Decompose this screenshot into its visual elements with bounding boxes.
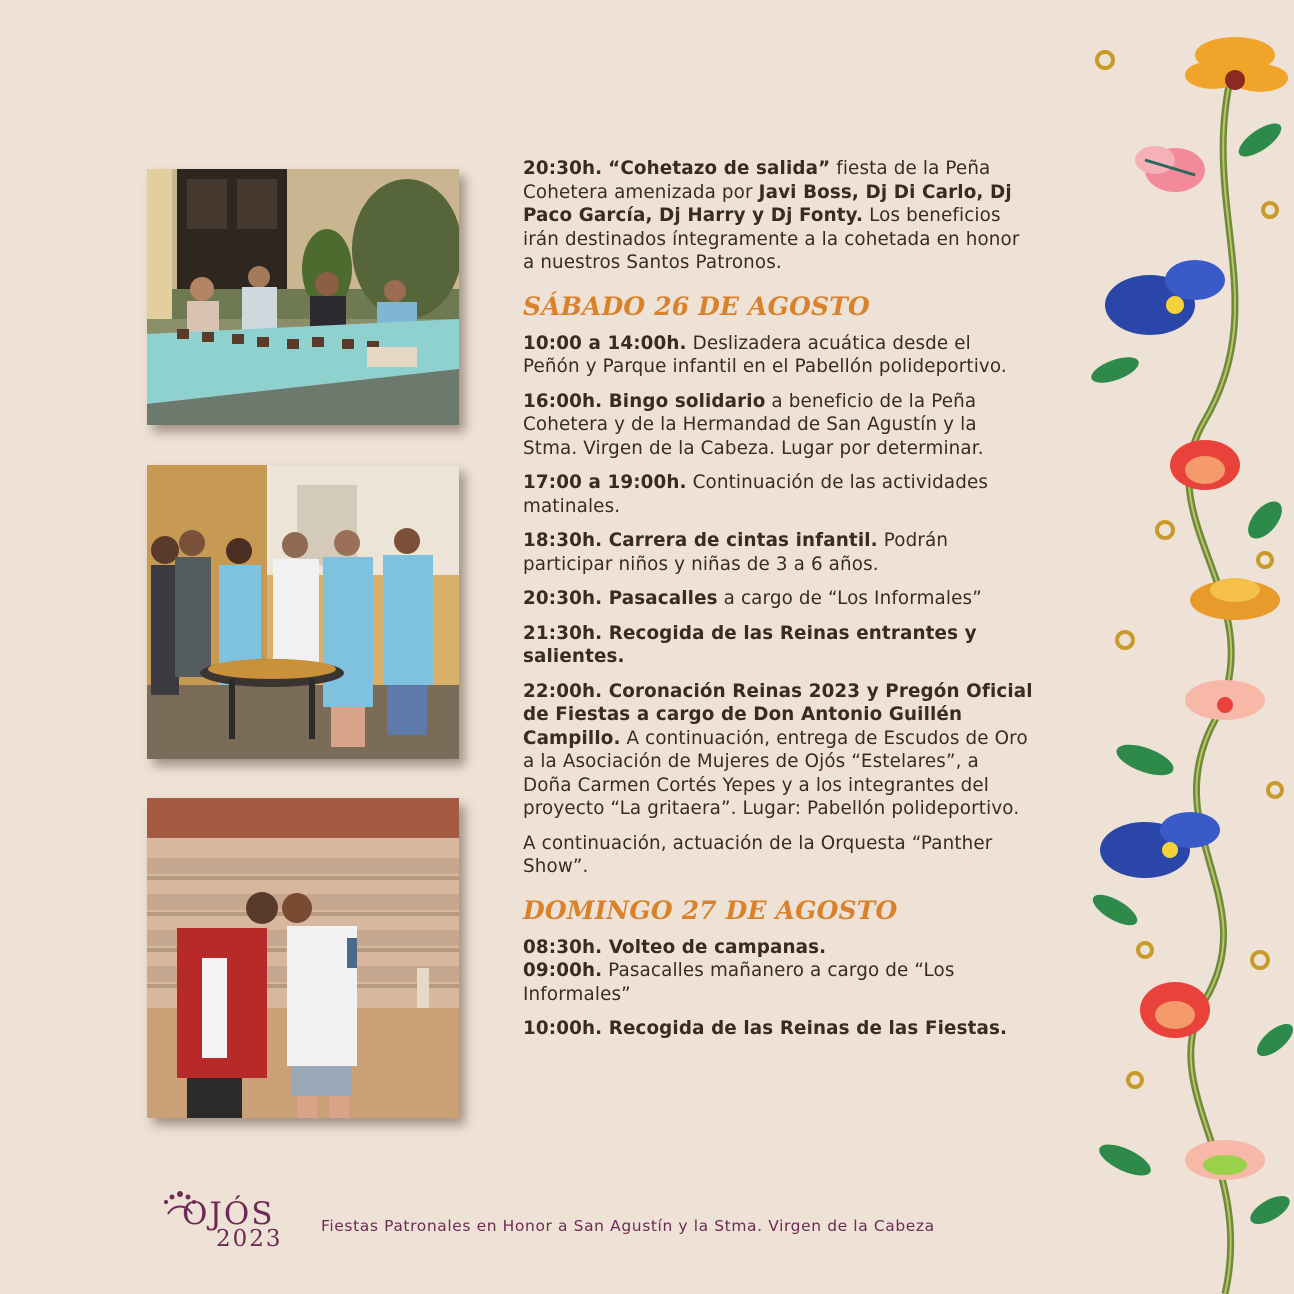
floral-border-decoration — [1085, 0, 1294, 1294]
event-bold: 10:00h. Recogida de las Reinas de las Fiestas. — [523, 1018, 1008, 1039]
event-bold: 17:00 a 19:00h. — [523, 472, 687, 493]
event-text: Deslizadera acuática desde el Peñón y Parque infantil en el Pabellón polideportivo. — [523, 332, 1007, 377]
event-item — [523, 959, 1033, 1006]
intro-text2: Los beneficios irán destinados íntegramente a la cohetada en honor a nuestros Santos Patronos. — [523, 205, 1020, 273]
event-bold: 09:00h. — [523, 960, 603, 981]
event-item — [523, 832, 1033, 879]
sunday-heading: DOMINGO 27 DE AGOSTO — [523, 895, 898, 925]
intro-djs: Javi Boss, Dj Di Carlo, Dj Paco García, Dj Harry y Dj Fonty. — [523, 181, 1012, 226]
flower-pink-icon — [1185, 680, 1265, 720]
photo-group-paella — [147, 465, 459, 759]
event-item — [523, 587, 1033, 611]
event-bold: 08:30h. Volteo de campanas. — [523, 936, 827, 958]
event-text: Pasacalles mañanero a cargo de “Los Informales” — [523, 960, 955, 1005]
event-bold: 21:30h. Recogida de las Reinas entrantes y salientes. — [523, 622, 977, 667]
event-text: a cargo de “Los Informales” — [717, 588, 982, 609]
ojos-2023-logo — [160, 1188, 285, 1263]
event-bold: 18:30h. Carrera de cintas infantil. — [523, 530, 878, 551]
event-item — [523, 332, 1033, 379]
event-bold: 20:30h. Pasacalles — [523, 588, 718, 609]
event-item — [523, 390, 1033, 461]
event-text: Podrán participar niños y niñas de 3 a 6 años. — [523, 530, 949, 575]
event-item — [523, 471, 1033, 518]
event-item — [523, 529, 1033, 576]
logo-year: 2023 — [216, 1226, 283, 1252]
event-item — [523, 1017, 1033, 1041]
event-bold: 22:00h. Coronación Reinas 2023 y Pregón Oficial de Fiestas a cargo de Don Antonio Guillén Campillo. — [523, 680, 1033, 749]
flower-orange-top-icon — [1185, 37, 1288, 92]
flower-orange-icon — [1190, 578, 1280, 620]
event-text: Continuación de las actividades matinales. — [523, 472, 989, 517]
event-text: a beneficio de la Peña Cohetera y de la Hermandad de San Agustín y la Stma. Virgen de la Cabeza. Lugar por determinar. — [523, 390, 984, 459]
event-text: A continuación, entrega de Escudos de Oro a la Asociación de Mujeres de Ojós “Estelares”, a Doña Carmen Cortés Yepes y a los integrantes del proyecto “La gritaera”. Lugar: Pabellón polideportivo. — [523, 727, 1028, 819]
event-bold: 16:00h. Bingo solidario — [523, 390, 766, 412]
event-bold: 10:00 a 14:00h. — [523, 332, 687, 354]
event-item — [523, 936, 1033, 960]
flower-pink-icon — [1185, 1140, 1265, 1180]
intro-text1: fiesta de la Peña Cohetera amenizada por — [523, 158, 991, 203]
photo-theatre-couple — [147, 798, 459, 1118]
intro-time: 20:30h. — [523, 158, 603, 179]
event-text: A continuación, actuación de la Orquesta “Panther Show”. — [523, 832, 993, 877]
flower-red-icon — [1170, 440, 1240, 490]
flower-red-icon — [1140, 982, 1210, 1038]
saturday-heading: SÁBADO 26 DE AGOSTO — [523, 291, 870, 321]
event-item — [523, 622, 1033, 669]
flower-pink-icon — [1135, 146, 1205, 192]
program-content — [523, 157, 1033, 1052]
photo-cohetazo-table — [147, 169, 459, 425]
footer-tagline: Fiestas Patronales en Honor a San Agustín y la Stma. Virgen de la Cabeza — [321, 1217, 935, 1235]
logo-word: OJÓS — [182, 1196, 275, 1232]
intro-title: “Cohetazo de salida” — [608, 158, 831, 179]
intro-event — [523, 157, 1033, 275]
flower-blue-icon — [1105, 260, 1225, 335]
event-item — [523, 680, 1033, 821]
flower-blue-icon — [1100, 812, 1220, 878]
